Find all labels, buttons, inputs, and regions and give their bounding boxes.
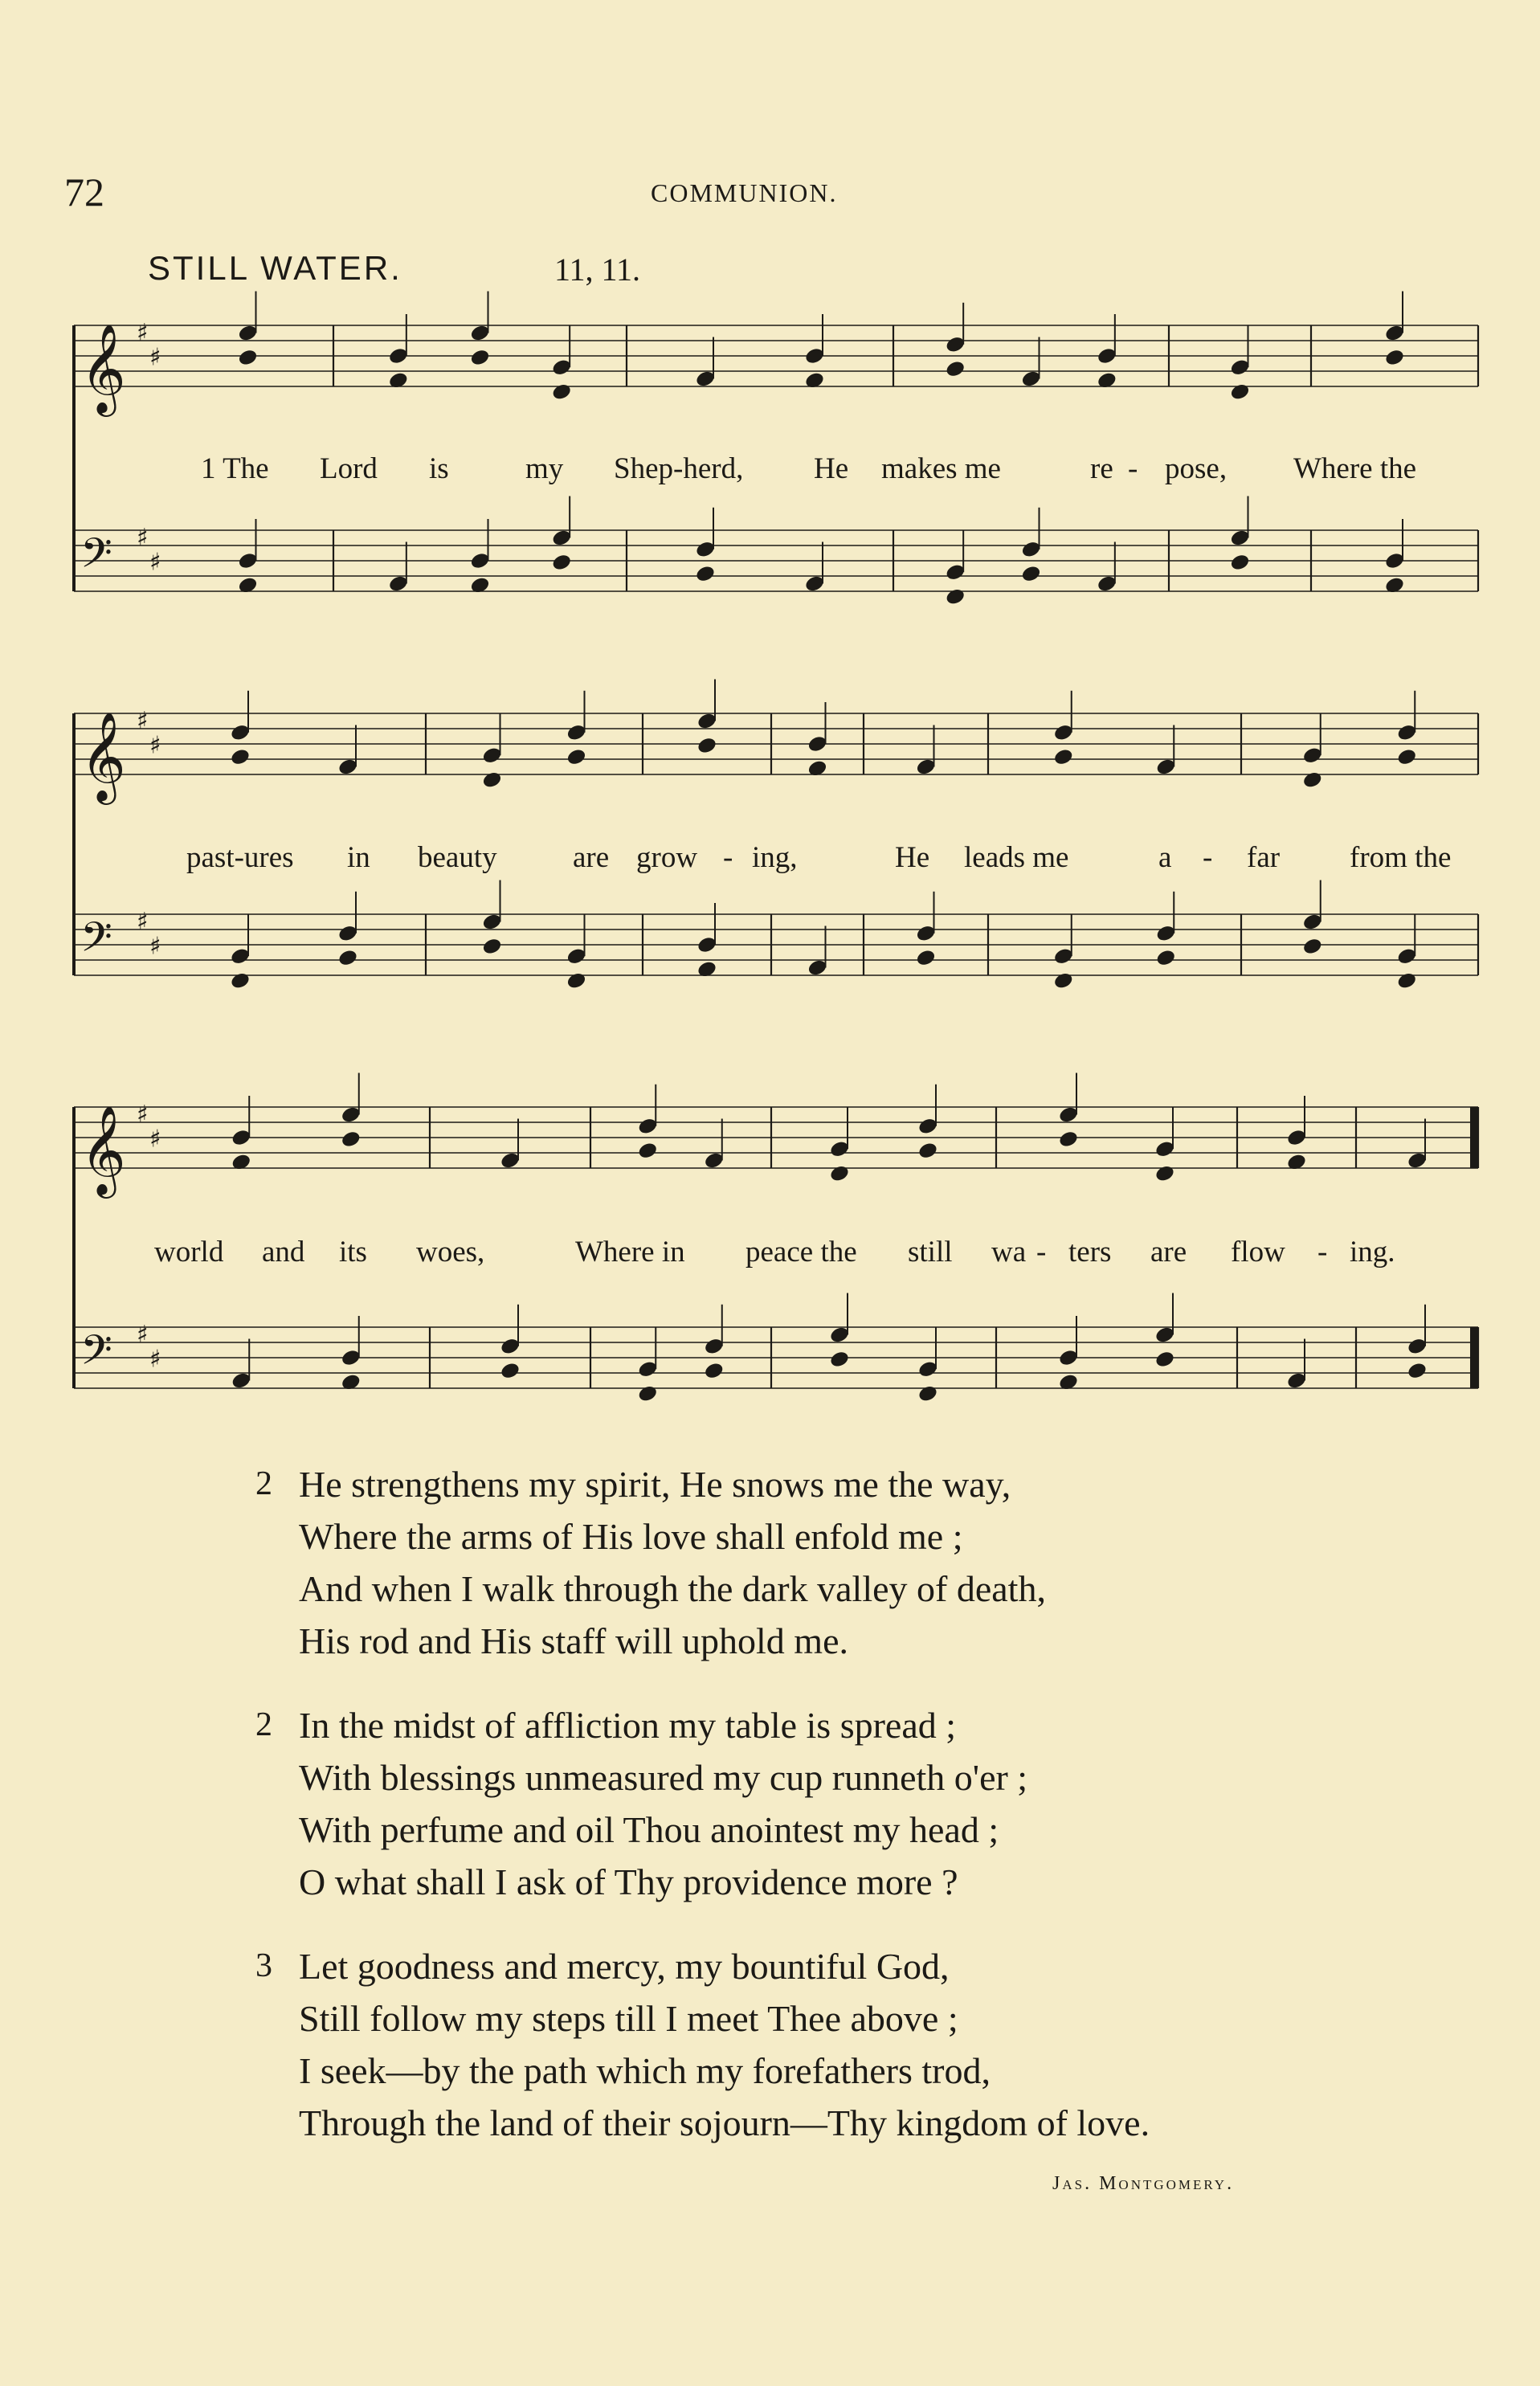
verse-line: With perfume and oil Thou anointest my head ; [299, 1809, 999, 1850]
treble-clef: 𝄞 [80, 711, 126, 801]
note-head [637, 1141, 659, 1160]
final-bar [1470, 1107, 1478, 1168]
lyric-syllable: in [347, 841, 370, 874]
lyric-syllable: from the [1350, 841, 1452, 874]
lyric-syllable: re [1090, 452, 1113, 485]
lyric-syllable: leads me [964, 841, 1069, 874]
treble-clef: 𝄞 [80, 1105, 126, 1195]
sharp-sign: ♯ [149, 548, 161, 577]
note-head [1020, 564, 1042, 583]
lyric-syllable: past-ures [186, 841, 294, 874]
note-head [1154, 1350, 1176, 1369]
lyric-line-2 [0, 840, 1540, 880]
author-attribution: Jas. Montgomery. [1052, 2173, 1235, 2194]
lyric-syllable: wa [991, 1236, 1027, 1269]
sharp-sign: ♯ [137, 1321, 149, 1349]
verse-line: Still follow my steps till I meet Thee above ; [299, 1998, 958, 2039]
note-head [566, 747, 587, 766]
verse-text: He strengthens my spirit, He snows me the way, [299, 1464, 1011, 1505]
lyric-syllable: He [895, 841, 930, 874]
note-head [917, 1141, 939, 1160]
note-head [551, 382, 573, 402]
sharp-sign: ♯ [137, 319, 149, 347]
note-head [1229, 553, 1251, 572]
verse-line [249, 1699, 1454, 1751]
page-number: 72 [64, 170, 104, 214]
sharp-sign: ♯ [137, 524, 149, 552]
lyric-syllable: - [1203, 841, 1213, 874]
note-head [230, 747, 251, 766]
lyric-line-3 [0, 1235, 1540, 1275]
lyric-syllable: Shep-herd, [614, 452, 744, 485]
sharp-sign: ♯ [149, 343, 161, 372]
lyric-syllable: - [1317, 1236, 1328, 1269]
verse [249, 1699, 1454, 1908]
verse-line: O what shall I ask of Thy providence more ? [299, 1861, 958, 1902]
lyric-syllable: a [1158, 841, 1172, 874]
verse-line: Where the arms of His love shall enfold me ; [299, 1516, 963, 1557]
lyric-syllable: 1 The [201, 452, 269, 485]
lyric-syllable: beauty [418, 841, 497, 874]
note-head [237, 348, 259, 367]
note-head [340, 1130, 362, 1149]
note-head [945, 587, 966, 607]
verse-number: 3 [255, 1947, 272, 1984]
note-head [1407, 1361, 1428, 1380]
note-head [1301, 770, 1323, 790]
note-head [637, 1384, 659, 1403]
lyric-syllable: peace the [745, 1236, 857, 1269]
lyric-syllable: grow [636, 841, 698, 874]
note-head [1154, 1164, 1176, 1183]
treble-clef: 𝄞 [80, 323, 126, 413]
verse-text: Let goodness and mercy, my bountiful God, [299, 1946, 950, 1987]
note-head [1058, 1130, 1080, 1149]
verse-number: 2 [255, 1465, 272, 1502]
lyric-syllable: makes me [881, 452, 1001, 485]
lyric-syllable: - [723, 841, 733, 874]
note-head [703, 1361, 725, 1380]
lyric-syllable: are [573, 841, 610, 874]
verse-line [249, 1458, 1454, 1510]
note-head [915, 948, 937, 967]
note-head [917, 1384, 939, 1403]
verse-line [249, 1940, 1454, 1992]
final-bar [1470, 1327, 1478, 1388]
note-head [481, 937, 503, 956]
bass-clef: 𝄢 [80, 1326, 112, 1384]
bass-clef: 𝄢 [80, 529, 112, 587]
note-head [695, 564, 717, 583]
verse-line: With blessings unmeasured my cup runneth o'er ; [299, 1757, 1028, 1798]
verse-line: And when I walk through the dark valley of death, [299, 1568, 1046, 1609]
note-head [829, 1350, 851, 1369]
lyric-syllable: far [1247, 841, 1281, 874]
note-head [337, 948, 359, 967]
lyric-syllable: Lord [320, 452, 378, 485]
sharp-sign: ♯ [149, 1125, 161, 1154]
verse-line: His rod and His staff will uphold me. [299, 1620, 848, 1661]
note-head [1396, 747, 1418, 766]
lyric-syllable: - [1128, 452, 1138, 485]
lyric-syllable: ters [1068, 1236, 1112, 1269]
verse [249, 1940, 1454, 2149]
lyric-syllable: and [262, 1236, 305, 1269]
lyric-syllable: its [339, 1236, 367, 1269]
lyric-syllable: pose, [1165, 452, 1228, 485]
lyric-syllable: Where in [575, 1236, 685, 1269]
note-head [829, 1164, 851, 1183]
sharp-sign: ♯ [137, 1101, 149, 1129]
lyric-syllable: world [154, 1236, 224, 1269]
note-head [1229, 382, 1251, 402]
lyric-syllable: my [525, 452, 564, 485]
lyric-syllable: He [814, 452, 849, 485]
note-head [1301, 937, 1323, 956]
note-head [500, 1361, 521, 1380]
lyric-syllable: flow [1231, 1236, 1285, 1269]
lyric-syllable: are [1150, 1236, 1187, 1269]
lyric-syllable: - [1036, 1236, 1047, 1269]
sharp-sign: ♯ [137, 707, 149, 735]
tune-meter: 11, 11. [554, 251, 641, 288]
note-head [469, 348, 491, 367]
sharp-sign: ♯ [149, 932, 161, 961]
sharp-sign: ♯ [137, 908, 149, 936]
note-head [1384, 348, 1406, 367]
hymn-verses [249, 1458, 1454, 2181]
note-head [696, 736, 718, 755]
lyric-syllable: ing. [1350, 1236, 1395, 1269]
note-head [230, 971, 251, 991]
note-head [551, 553, 573, 572]
tune-title: STILL WATER. [148, 249, 402, 287]
note-head [1052, 971, 1074, 991]
lyric-line-1 [0, 451, 1540, 492]
lyric-syllable: ing, [752, 841, 798, 874]
note-head [945, 359, 966, 378]
running-head: COMMUNION. [651, 178, 838, 207]
verse-line: Through the land of their sojourn—Thy kingdom of love. [299, 2102, 1150, 2143]
verse-number: 2 [255, 1706, 272, 1743]
bass-clef: 𝄢 [80, 913, 112, 971]
verse [249, 1458, 1454, 1667]
note-head [566, 971, 587, 991]
lyric-syllable: is [429, 452, 449, 485]
verse-text: In the midst of affliction my table is spread ; [299, 1705, 957, 1746]
note-head [1052, 747, 1074, 766]
sharp-sign: ♯ [149, 1345, 161, 1374]
lyric-syllable: still [908, 1236, 953, 1269]
lyric-syllable: woes, [416, 1236, 485, 1269]
note-head [1396, 971, 1418, 991]
note-head [481, 770, 503, 790]
note-head [1155, 948, 1177, 967]
verse-line: I seek—by the path which my forefathers trod, [299, 2050, 991, 2091]
sharp-sign: ♯ [149, 731, 161, 760]
lyric-syllable: Where the [1293, 452, 1417, 485]
